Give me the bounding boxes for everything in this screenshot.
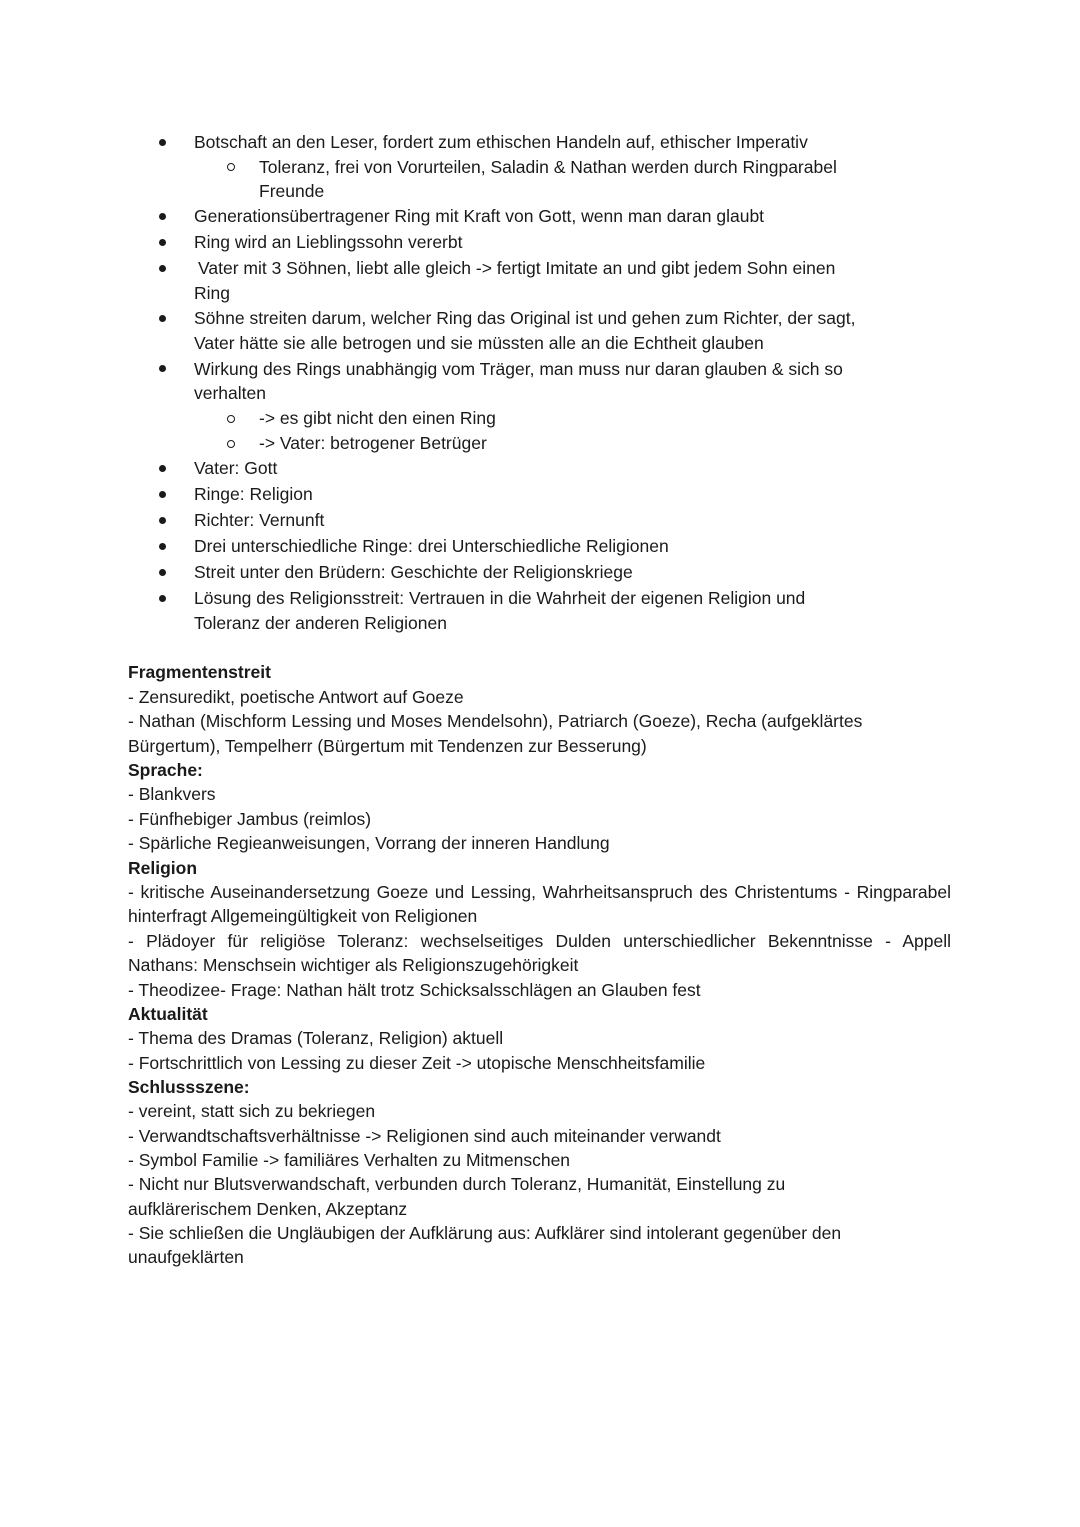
list-item-line: verhalten (194, 383, 266, 403)
section-heading: Religion (128, 858, 198, 878)
list-item-line: Generationsübertragener Ring mit Kraft von Gott, wenn man daran glaubt (194, 206, 765, 226)
paragraph-line: - Blankvers (128, 784, 216, 804)
list-item-line: Ring (194, 283, 230, 303)
paragraph-line: - Fünfhebiger Jambus (reimlos) (128, 809, 372, 829)
bullet-marker (159, 365, 166, 372)
list-item-line: Ring wird an Lieblingssohn vererbt (194, 232, 463, 252)
paragraph-line: - Verwandtschaftsverhältnisse -> Religionen sind auch miteinander verwandt (128, 1126, 721, 1146)
paragraph-line: Bürgertum), Tempelherr (Bürgertum mit Tendenzen zur Besserung) (128, 736, 647, 756)
bullet-marker (159, 517, 166, 524)
bullet-marker (159, 265, 166, 272)
list-item-line: Söhne streiten darum, welcher Ring das Original ist und gehen zum Richter, der sagt, (194, 308, 856, 328)
bullet-marker (159, 569, 166, 576)
list-item-line: Toleranz der anderen Religionen (194, 613, 447, 633)
list-item-line: Vater: Gott (194, 458, 278, 478)
bullet-marker (159, 465, 166, 472)
bullet-marker (159, 213, 166, 220)
section-heading: Aktualität (128, 1004, 208, 1024)
list-item-line: -> Vater: betrogener Betrüger (259, 433, 487, 453)
list-item-line: Richter: Vernunft (194, 510, 325, 530)
paragraph-line: - Theodizee- Frage: Nathan hält trotz Schicksalsschlägen an Glauben fest (128, 980, 701, 1000)
paragraph-line: - Spärliche Regieanweisungen, Vorrang der inneren Handlung (128, 833, 610, 853)
paragraph-line: - Nicht nur Blutsverwandschaft, verbunden durch Toleranz, Humanität, Einstellung zu (128, 1174, 786, 1194)
list-item-line: -> es gibt nicht den einen Ring (259, 408, 496, 428)
sub-bullet-marker (227, 163, 235, 171)
list-item-line: Ringe: Religion (194, 484, 313, 504)
paragraph-line: - Symbol Familie -> familiäres Verhalten zu Mitmenschen (128, 1150, 571, 1170)
paragraph-line: hinterfragt Allgemeingültigkeit von Religionen (128, 906, 478, 926)
paragraph-line: - Plädoyer für religiöse Toleranz: wechselseitiges Dulden unterschiedlicher Bekenntnisse - Appell (128, 931, 951, 951)
section-heading: Sprache: (128, 760, 203, 780)
bullet-marker (159, 239, 166, 246)
list-item-line: Drei unterschiedliche Ringe: drei Unterschiedliche Religionen (194, 536, 669, 556)
bullet-marker (159, 315, 166, 322)
list-item-line: Vater hätte sie alle betrogen und sie müssten alle an die Echtheit glauben (194, 333, 764, 353)
section-heading: Fragmentenstreit (128, 662, 271, 682)
paragraph-line: - Zensuredikt, poetische Antwort auf Goeze (128, 687, 464, 707)
sub-bullet-marker (227, 440, 235, 448)
paragraph-line: aufklärerischem Denken, Akzeptanz (128, 1199, 408, 1219)
bullet-marker (159, 491, 166, 498)
paragraph-line: - Nathan (Mischform Lessing und Moses Mendelsohn), Patriarch (Goeze), Recha (aufgeklärtes (128, 711, 863, 731)
bullet-marker (159, 543, 166, 550)
sub-bullet-marker (227, 415, 235, 423)
section-heading: Schlussszene: (128, 1077, 250, 1097)
paragraph-line: Nathans: Menschsein wichtiger als Religionszugehörigkeit (128, 955, 579, 975)
list-item-line: Vater mit 3 Söhnen, liebt alle gleich -> fertigt Imitate an und gibt jedem Sohn einen (198, 258, 836, 278)
paragraph-line: - Fortschrittlich von Lessing zu dieser Zeit -> utopische Menschheitsfamilie (128, 1053, 706, 1073)
paragraph-line: unaufgeklärten (128, 1247, 244, 1267)
list-item-line: Lösung des Religionsstreit: Vertrauen in die Wahrheit der eigenen Religion und (194, 588, 806, 608)
list-item-line: Botschaft an den Leser, fordert zum ethischen Handeln auf, ethischer Imperativ (194, 132, 808, 152)
paragraph-line: - Thema des Dramas (Toleranz, Religion) aktuell (128, 1028, 504, 1048)
bullet-marker (159, 595, 166, 602)
bullet-marker (159, 139, 166, 146)
list-item-line: Toleranz, frei von Vorurteilen, Saladin & Nathan werden durch Ringparabel (259, 157, 837, 177)
list-item-line: Freunde (259, 181, 325, 201)
list-item-line: Streit unter den Brüdern: Geschichte der Religionskriege (194, 562, 633, 582)
list-item-line: Wirkung des Rings unabhängig vom Träger, man muss nur daran glauben & sich so (194, 359, 843, 379)
paragraph-line: - Sie schließen die Ungläubigen der Aufklärung aus: Aufklärer sind intolerant gegenüber den (128, 1223, 842, 1243)
paragraph-line: - vereint, statt sich zu bekriegen (128, 1101, 376, 1121)
paragraph-line: - kritische Auseinandersetzung Goeze und Lessing, Wahrheitsanspruch des Christentums - Ringparabel (128, 882, 951, 902)
